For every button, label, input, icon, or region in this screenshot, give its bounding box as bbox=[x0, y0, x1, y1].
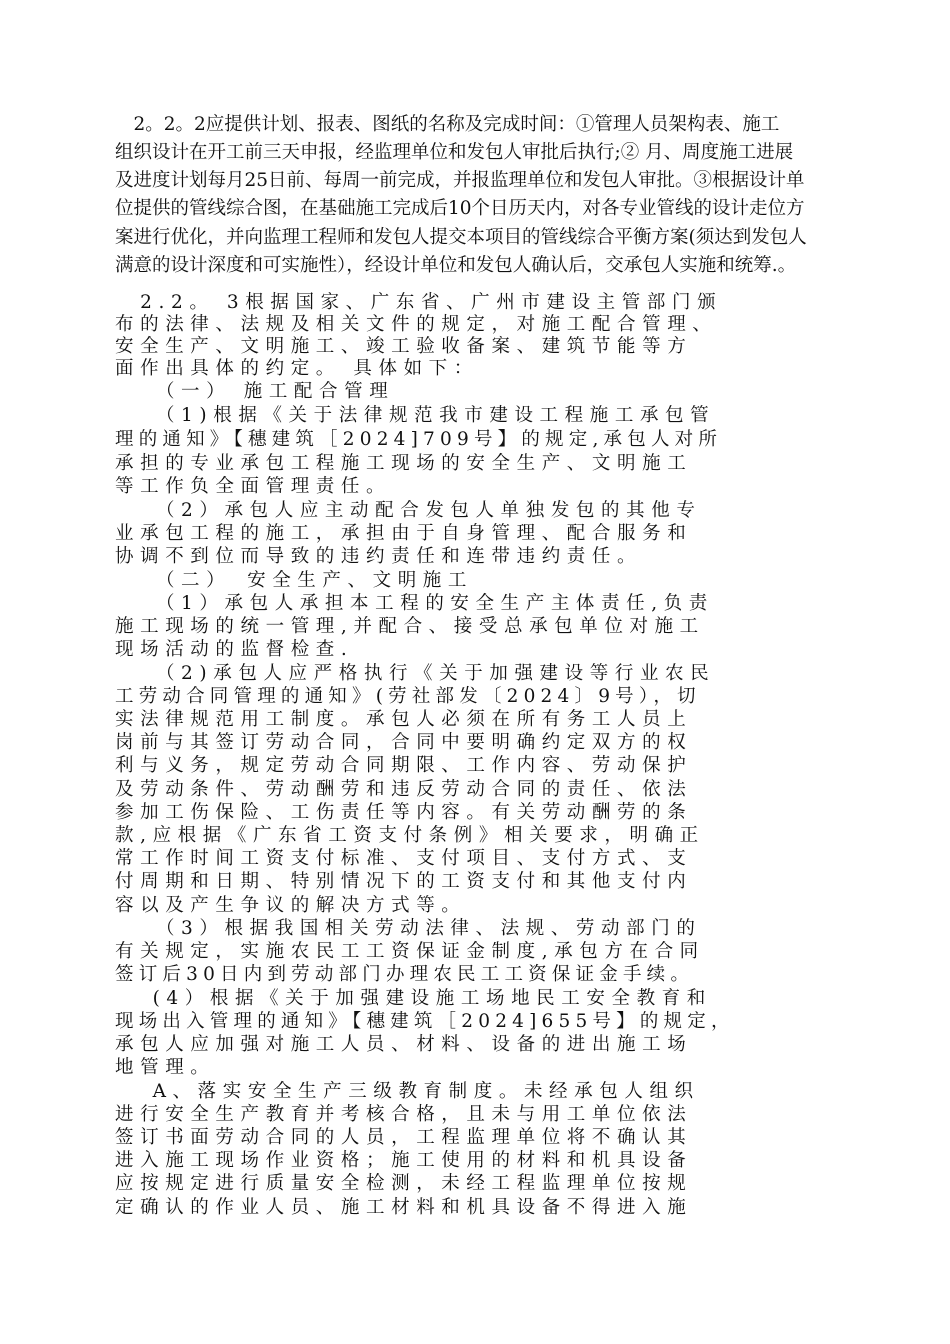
text-line: 付周期和日期、特别情况下的工资支付和其他支付内 bbox=[115, 871, 693, 892]
text-line: 签订后30日内到劳动部门办理农民工工资保证金手续。 bbox=[115, 964, 695, 985]
text-line: （2)承包人应严格执行《关于加强建设等行业农民 bbox=[115, 663, 716, 684]
text-line: 款,应根据《广东省工资支付条例》相关要求，明确正 bbox=[115, 825, 705, 846]
text-line: 工劳动合同管理的通知》(劳社部发〔2024〕9号），切 bbox=[115, 686, 701, 707]
text-line: 案进行优化，并向监理工程师和发包人提交本项目的管线综合平衡方案(须达到发包人 bbox=[115, 227, 807, 248]
text-line: (4）根据《关于加强建设施工场地民工安全教育和 bbox=[115, 988, 712, 1009]
text-line: 承包人应加强对施工人员、材料、设备的进出施工场 bbox=[115, 1034, 693, 1055]
text-line: 安全生产、文明施工、竣工验收备案、建筑节能等方 bbox=[115, 336, 693, 357]
text-line: 现场出入管理的通知》【穗建筑［2024]655号】的规定， bbox=[115, 1011, 735, 1032]
text-line: 协调不到位而导致的违约责任和连带违约责任。 bbox=[115, 546, 643, 567]
text-line: 现场活动的监督检查. bbox=[115, 639, 354, 660]
text-line: A、落实安全生产三级教育制度。未经承包人组织 bbox=[115, 1081, 700, 1102]
text-line: 实法律规范用工制度。承包人必须在所有务工人员上 bbox=[115, 709, 693, 730]
text-line: 签订书面劳动合同的人员，工程监理单位将不确认其 bbox=[115, 1127, 693, 1148]
text-line: 及进度计划每月25日前、每周一前完成，并报监理单位和发包人审批。③根据设计单 bbox=[115, 170, 805, 191]
text-line: 业承包工程的施工，承担由于自身管理、配合服务和 bbox=[115, 523, 693, 544]
section-heading-safety: （二） 安全生产、文明施工 bbox=[115, 570, 474, 591]
text-line: 组织设计在开工前三天申报，经监理单位和发包人审批后执行;② 月、周度施工进展 bbox=[115, 142, 794, 163]
text-line: 2.2。 3根据国家、广东省、广州市建设主管部门颁 bbox=[115, 292, 723, 313]
text-line: 及劳动条件、劳动酬劳和违反劳动合同的责任、依法 bbox=[115, 779, 693, 800]
text-line: 利与义务，规定劳动合同期限、工作内容、劳动保护 bbox=[115, 755, 693, 776]
text-line: （1)根据《关于法律规范我市建设工程施工承包管 bbox=[115, 405, 716, 426]
text-line: 布的法律、法规及相关文件的规定，对施工配合管理、 bbox=[115, 314, 718, 335]
text-line: 地管理。 bbox=[115, 1057, 216, 1078]
section-heading-construction-coordination: （一） 施工配合管理 bbox=[115, 381, 395, 402]
text-line: 应按规定进行质量安全检测，未经工程监理单位按规 bbox=[115, 1173, 693, 1194]
text-line: 面作出具体的约定。 具体如下： bbox=[115, 358, 479, 379]
text-line: 有关规定，实施农民工工资保证金制度,承包方在合同 bbox=[115, 941, 705, 962]
text-line: 2。2。2应提供计划、报表、图纸的名称及完成时间：①管理人员架构表、施工 bbox=[115, 114, 780, 135]
text-line: （3）根据我国相关劳动法律、法规、劳动部门的 bbox=[115, 918, 702, 939]
text-line: 理的通知》【穗建筑［2024]709号】的规定,承包人对所 bbox=[115, 429, 723, 450]
text-line: 岗前与其签订劳动合同，合同中要明确约定双方的权 bbox=[115, 732, 693, 753]
text-line: 位提供的管线综合图，在基础施工完成后10个日历天内，对各专业管线的设计走位方 bbox=[115, 198, 805, 219]
text-line: 常工作时间工资支付标准、支付项目、支付方式、支 bbox=[115, 848, 693, 869]
text-line: 定确认的作业人员、施工材料和机具设备不得进入施 bbox=[115, 1197, 693, 1218]
text-line: 施工现场的统一管理,并配合、接受总承包单位对施工 bbox=[115, 616, 705, 637]
text-line: 进入施工现场作业资格；施工使用的材料和机具设备 bbox=[115, 1150, 693, 1171]
text-line: 进行安全生产教育并考核合格，且未与用工单位依法 bbox=[115, 1104, 693, 1125]
text-line: 满意的设计深度和可实施性），经设计单位和发包人确认后，交承包人实施和统筹.。 bbox=[115, 255, 797, 276]
text-line: 承担的专业承包工程施工现场的安全生产、文明施工 bbox=[115, 453, 693, 474]
text-line: 参加工伤保险、工伤责任等内容。有关劳动酬劳的条 bbox=[115, 802, 693, 823]
text-line: （1）承包人承担本工程的安全生产主体责任,负责 bbox=[115, 593, 714, 614]
text-line: （2）承包人应主动配合发包人单独发包的其他专 bbox=[115, 500, 702, 521]
text-line: 容以及产生争议的解决方式等。 bbox=[115, 895, 467, 916]
text-line: 等工作负全面管理责任。 bbox=[115, 476, 392, 497]
